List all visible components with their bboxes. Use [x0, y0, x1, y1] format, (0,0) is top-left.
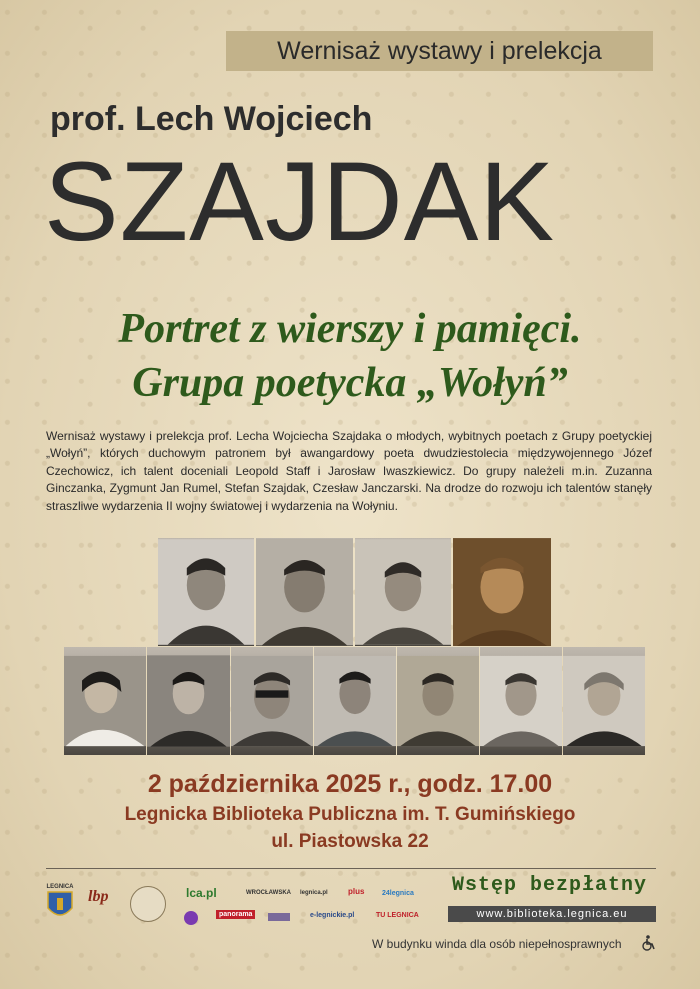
event-description: Wernisaż wystawy i prelekcja prof. Lecha Wojciecha Szajdaka o młodych, wybitnych poetach z Grupy poetyckiej „Wołyń”, których duchowym patronem był awangardowy poeta dwudziestolecia międzywojennego Józef Czechowicz, ich talent doceniali Leopold Staff i Jarosław Iwaszkiewicz. Do grupy należeli m.in. Zuzanna Ginczanka, Zygmunt Jan Rumel, Stefan Szajdak, Czesław Janczarski. Na drodze do rozwoju ich talentów stanęły straszliwe wydarzenia II wojny światowej i wydarzenia na Wołyniu.	[46, 429, 652, 513]
portrait-photo	[314, 647, 396, 755]
speaker-name: prof. Lech Wojciech	[50, 100, 373, 138]
event-type-banner: Wernisaż wystawy i prelekcja	[226, 31, 653, 71]
portrait-photo	[147, 647, 230, 755]
portrait-photo	[158, 538, 254, 646]
free-entry-note: Wstęp bezpłatny	[452, 874, 648, 897]
wroclawska-logo: WROCŁAWSKA	[246, 890, 291, 896]
speaker-surname: SZAJDAK	[44, 139, 556, 264]
portrait-photo	[256, 538, 353, 646]
portrait-photo	[355, 538, 451, 646]
accessibility-note: W budynku winda dla osób niepełnosprawnych	[372, 937, 622, 951]
title-line-2: Grupa poetycka „Wołyń”	[132, 360, 568, 406]
lca-logo: lca.pl	[186, 886, 217, 900]
portrait-photo	[480, 647, 562, 755]
portrait-photo	[64, 647, 146, 755]
website-link[interactable]: www.biblioteka.legnica.eu	[448, 906, 656, 922]
footer-divider	[46, 868, 656, 869]
panorama-logo: panorama	[216, 910, 255, 919]
legnica-pl-logo: legnica.pl	[300, 890, 328, 896]
portrait-photo	[397, 647, 479, 755]
portrait-photo	[453, 538, 551, 646]
plus-logo: plus	[348, 887, 365, 896]
event-venue: Legnicka Biblioteka Publiczna im. T. Gumińskiego	[124, 804, 576, 825]
legnica-coat-of-arms-logo: LEGNICA	[46, 884, 74, 924]
e-legnickie-logo: e-legnickie.pl	[310, 912, 355, 919]
event-date: 2 października 2025 r., godz. 17.00	[147, 770, 553, 798]
portrait-photo	[231, 647, 313, 755]
lbp-logo: lbp	[88, 888, 109, 905]
society-seal-logo	[130, 886, 166, 922]
media-logo	[268, 913, 290, 921]
tu-legnica-logo: TU LEGNICA	[376, 912, 419, 919]
title-line-1: Portret z wierszy i pamięci.	[118, 306, 582, 352]
portrait-photo	[563, 647, 645, 755]
event-address: ul. Piastowska 22	[271, 831, 429, 852]
24legnica-logo: 24legnica	[382, 890, 414, 897]
radio-logo	[184, 911, 198, 925]
wheelchair-icon	[640, 934, 658, 952]
